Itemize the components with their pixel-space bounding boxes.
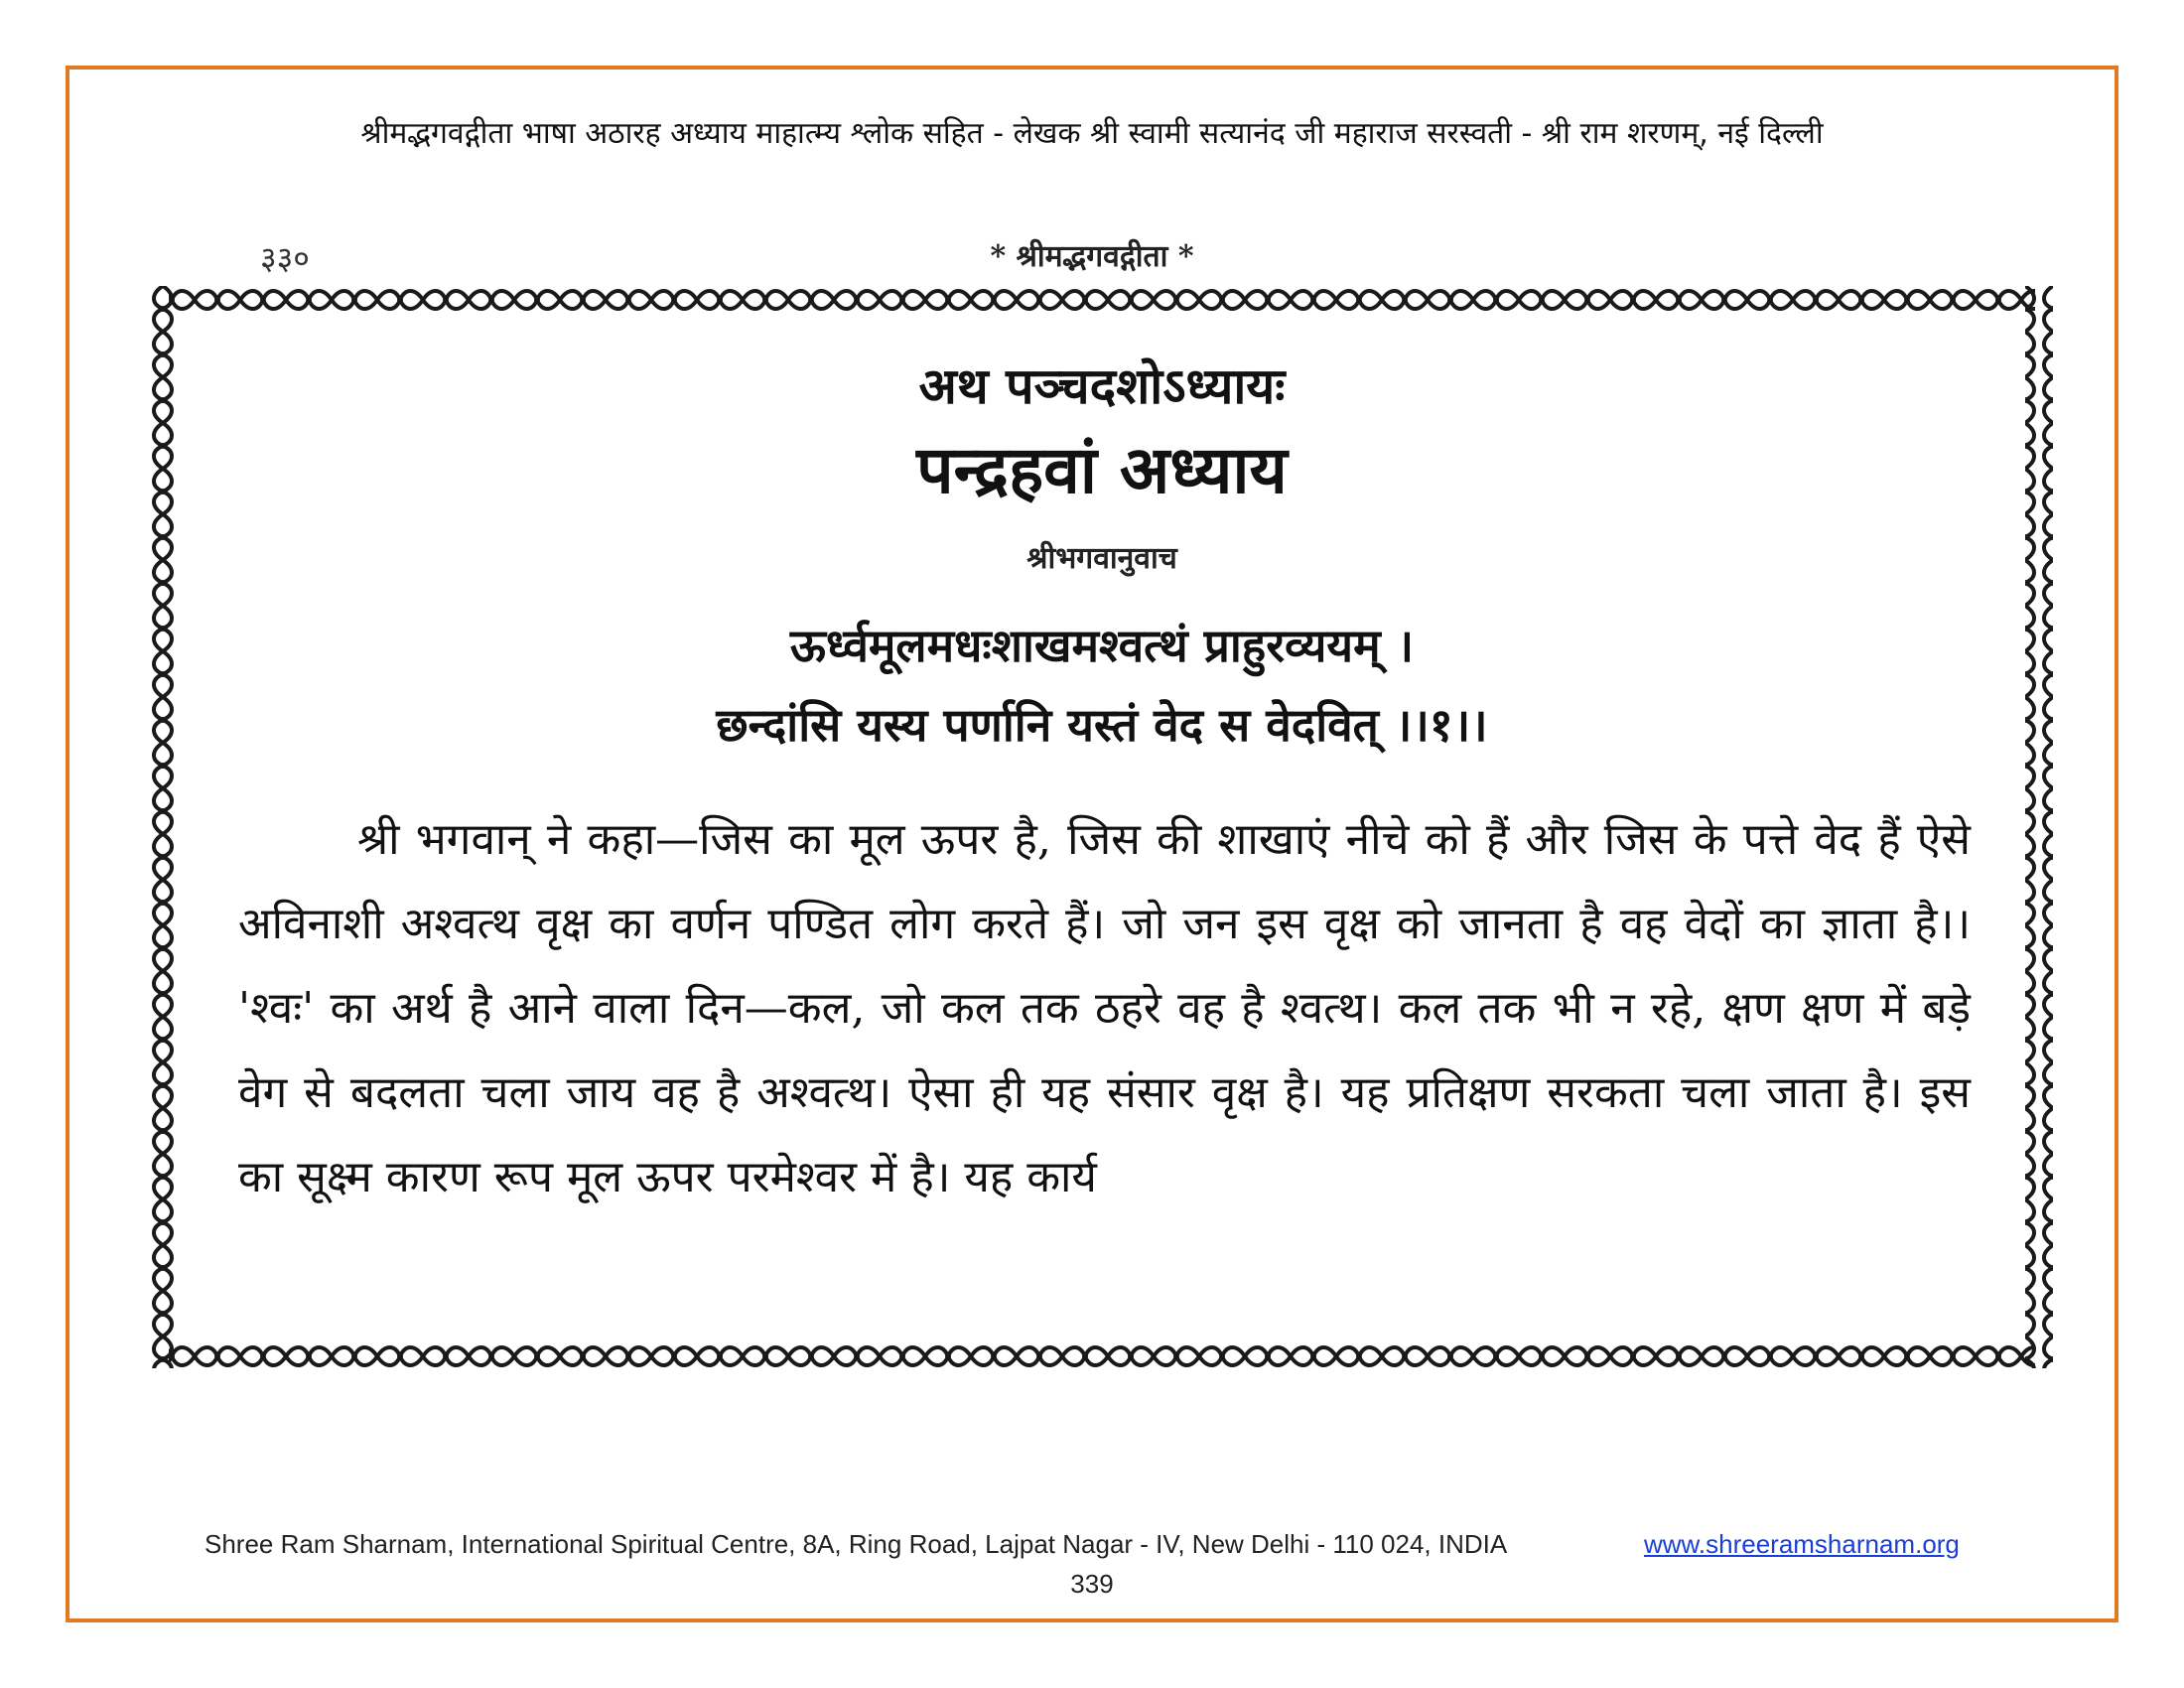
ornament-top [169, 286, 2035, 314]
chapter-heading-sanskrit: अथ पञ्चदशोऽध्यायः [918, 356, 1286, 415]
page-header-title: श्रीमद्भगवद्गीता भाषा अठारह अध्याय माहात्म्य श्लोक सहित - लेखक श्री स्वामी सत्यानंद जी महाराज सरस्वती - श्री राम शरणम्, नई दिल्ली [360, 116, 1824, 151]
chapter-heading-hindi: पन्द्रहवां अध्याय [916, 431, 1288, 508]
footer-address: Shree Ram Sharnam, International Spiritual Centre, 8A, Ring Road, Lajpat Nagar - IV, New Delhi - 110 024, INDIA [205, 1529, 1508, 1559]
commentary-paragraph: श्री भगवान् ने कहा—जिस का मूल ऊपर है, जिस की शाखाएं नीचे को हैं और जिस के पत्ते वेद हैं ऐसे अविनाशी अश्वत्थ वृक्ष का वर्णन पण्डित लोग करते हैं। जो जन इस वृक्ष को जानता है वह वेदों का ज्ञाता है।। 'श्वः' का अर्थ है आने वाला दिन—कल, जो कल तक ठहरे वह है श्वत्थ। कल तक भी न रहे, क्षण क्षण में बड़े वेग से बदलता चला जाय वह है अश्वत्थ। ऐसा ही यह संसार वृक्ष है। यह प्रतिक्षण सरकता चला जाता है। इस का सूक्ष्म कारण रूप मूल ऊपर परमेश्वर में है। यह कार्य [238, 814, 1971, 1202]
verse-line-1: ऊर्ध्वमूलमधःशाखमश्वत्थं प्राहुरव्ययम् । [789, 619, 1415, 672]
book-page-number: ३३० [260, 239, 310, 277]
verse-line-2: छन्दांसि यस्य पर्णानि यस्तं वेद स वेदवित् ।।१।। [716, 698, 1488, 752]
ornament-bottom [169, 1340, 2035, 1368]
running-head: * श्रीमद्भगवद्गीता * [990, 239, 1194, 274]
website-link[interactable]: www.shreeramsharnam.org [1644, 1529, 1960, 1559]
footer-page-number: 339 [1070, 1569, 1114, 1599]
scanned-page [149, 286, 2055, 1398]
speaker-line: श्रीभगवानुवाच [1026, 541, 1177, 576]
